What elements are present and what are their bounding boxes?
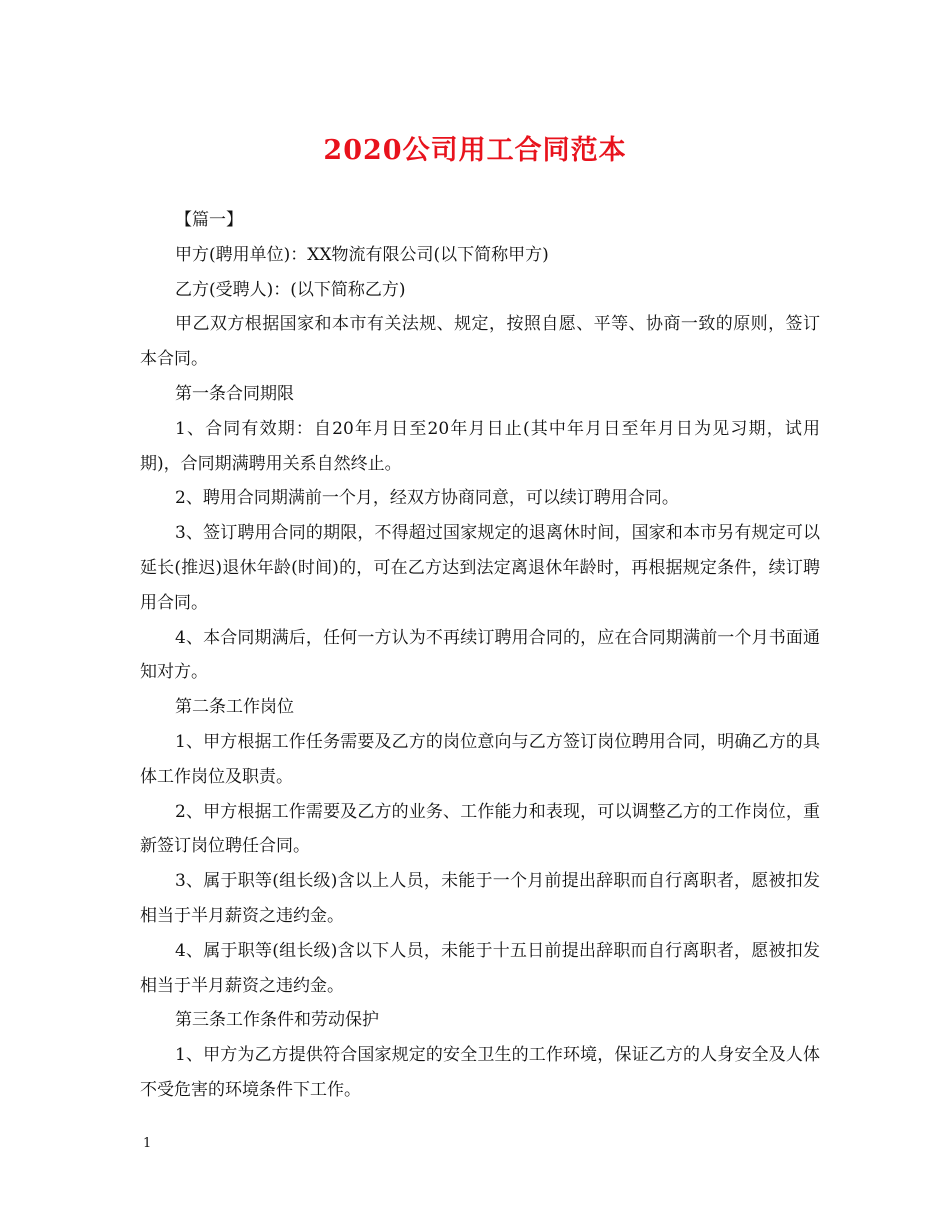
paragraph: 2、甲方根据工作需要及乙方的业务、工作能力和表现，可以调整乙方的工作岗位，重新签订岗位聘任合同。: [140, 801, 820, 857]
document-body: [140, 203, 820, 1108]
section-heading: 第一条合同期限: [175, 383, 294, 404]
paragraph: 2、聘用合同期满前一个月，经双方协商同意，可以续订聘用合同。: [175, 488, 679, 509]
paragraph: 1、甲方为乙方提供符合国家规定的安全卫生的工作环境，保证乙方的人身安全及人体不受危害的环境条件下工作。: [140, 1045, 820, 1100]
paragraph: 3、签订聘用合同的期限，不得超过国家规定的退离休时间，国家和本市另有规定可以延长(推迟)退休年龄(时间)的，可在乙方达到法定离退休年龄时，再根据规定条件，续订聘用合同。: [140, 523, 820, 613]
page-number: 1: [143, 1136, 152, 1151]
section-heading: 第三条工作条件和劳动保护: [175, 1010, 379, 1031]
paragraph: 4、属于职等(组长级)含以下人员，未能于十五日前提出辞职而自行离职者，愿被扣发相当于半月薪资之违约金。: [140, 940, 820, 996]
paragraph: 1、甲方根据工作任务需要及乙方的岗位意向与乙方签订岗位聘用合同，明确乙方的具体工作岗位及职责。: [140, 731, 820, 787]
paragraph: 1、合同有效期：自20年月日至20年月日止(其中年月日至年月日为见习期，试用期)，合同期满聘用关系自然终止。: [140, 418, 820, 474]
paragraph: 3、属于职等(组长级)含以上人员，未能于一个月前提出辞职而自行离职者，愿被扣发相当于半月薪资之违约金。: [140, 871, 820, 926]
paragraph: 4、本合同期满后，任何一方认为不再续订聘用合同的，应在合同期满前一个月书面通知对方。: [140, 627, 820, 683]
document-title: 2020公司用工合同范本: [323, 135, 627, 166]
paragraph: 甲方(聘用单位)：XX物流有限公司(以下简称甲方): [175, 244, 549, 265]
section-heading: 第二条工作岗位: [175, 697, 294, 718]
paragraph: 甲乙双方根据国家和本市有关法规、规定，按照自愿、平等、协商一致的原则，签订本合同。: [140, 314, 820, 370]
paragraph: 乙方(受聘人)：(以下简称乙方): [175, 279, 406, 300]
paragraph: 【篇一】: [175, 210, 243, 230]
